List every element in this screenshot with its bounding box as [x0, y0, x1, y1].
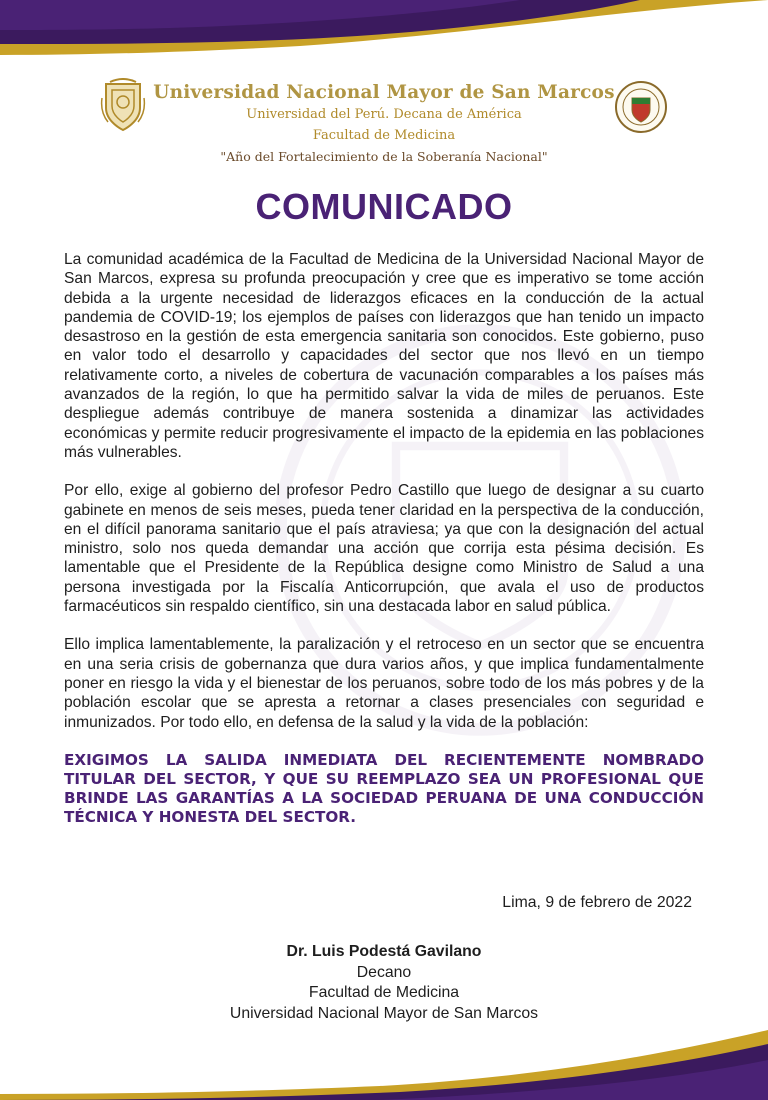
paragraph-3: Ello implica lamentablemente, la paralización y el retroceso en un sector que se encuentra en una seria crisis de gobernanza que dura varios años, y que implica fundamentalmente poner en riesgo la vida y el bienestar de los peruanos, sobre todo de los más pobres y de la población escolar que se apresta a retornar a clases presenciales con seguridad e inmunizados. Por todo ello, en defensa de la salud y la vida de la población: — [64, 636, 704, 731]
top-decorative-wave — [0, 0, 768, 60]
communique-body — [64, 250, 704, 828]
demand-statement: EXIGIMOS LA SALIDA INMEDIATA DEL RECIENTEMENTE NOMBRADO TITULAR DEL SECTOR, Y QUE SU REEMPLAZO SEA UN PROFESIONAL QUE BRINDE LAS GARANTÍAS A LA SOCIEDAD PERUANA DE UNA CONDUCCIÓN TÉCNICA Y HONESTA DEL SECTOR. — [64, 750, 704, 827]
signature-block — [0, 942, 768, 1024]
university-subtitle: Universidad del Perú. Decana de América — [246, 107, 522, 122]
faculty-seal-icon — [614, 80, 668, 134]
page-title: COMUNICADO — [255, 186, 513, 227]
paragraph-2: Por ello, exige al gobierno del profesor Pedro Castillo que luego de designar a su cuarto gabinete en menos de seis meses, pueda tener claridad en la perspectiva de la conducción, en el difícil panorama sanitario que el país atraviesa; ya que con la designación del actual ministro, solo nos queda demandar una acción que corrija esta pésima decisión. Es lamentable que el Presidente de la República designe como Ministro de Salud a una persona investigada por la Fiscalía Anticorrupción, que avala el uso de productos farmacéuticos sin respaldo científico, sin una destacada labor en salud pública. — [64, 482, 704, 616]
letterhead — [0, 78, 768, 178]
university-name: Universidad Nacional Mayor de San Marcos — [153, 82, 615, 103]
faculty-name: Facultad de Medicina — [312, 128, 456, 143]
year-motto: "Año del Fortalecimiento de la Soberanía Nacional" — [220, 149, 548, 164]
bottom-decorative-wave — [0, 1020, 768, 1100]
signatory-name: Dr. Luis Podestá Gavilano — [286, 943, 482, 960]
signatory-role: Decano — [356, 963, 412, 981]
paragraph-1: La comunidad académica de la Facultad de Medicina de la Universidad Nacional Mayor de San Marcos, expresa su profunda preocupación y cree que es imperativo se tome acción debida a la urgente necesidad de liderazgos eficaces en la conducción de la actual pandemia de COVID-19; los ejemplos de países con liderazgos que han tenido un impacto desastroso en la gestión de esta emergencia sanitaria son conocidos. Este gobierno, puso en valor todo el desarrollo y capacidades del sector que nos llevó en un tiempo relativamente corto, a niveles de cobertura de vacunación comparables a los países más avanzados de la región, lo que ha permitido salvar la vida de miles de peruanos. Este despliegue además contribuye de manera sostenida a dinamizar las actividades económicas y permite reducir progresivamente el impacto de la epidemia en las poblaciones más vulnerables. — [64, 251, 704, 461]
signatory-university: Universidad Nacional Mayor de San Marcos — [229, 1004, 539, 1022]
signatory-faculty: Facultad de Medicina — [308, 984, 460, 1001]
date-line: Lima, 9 de febrero de 2022 — [502, 894, 692, 911]
